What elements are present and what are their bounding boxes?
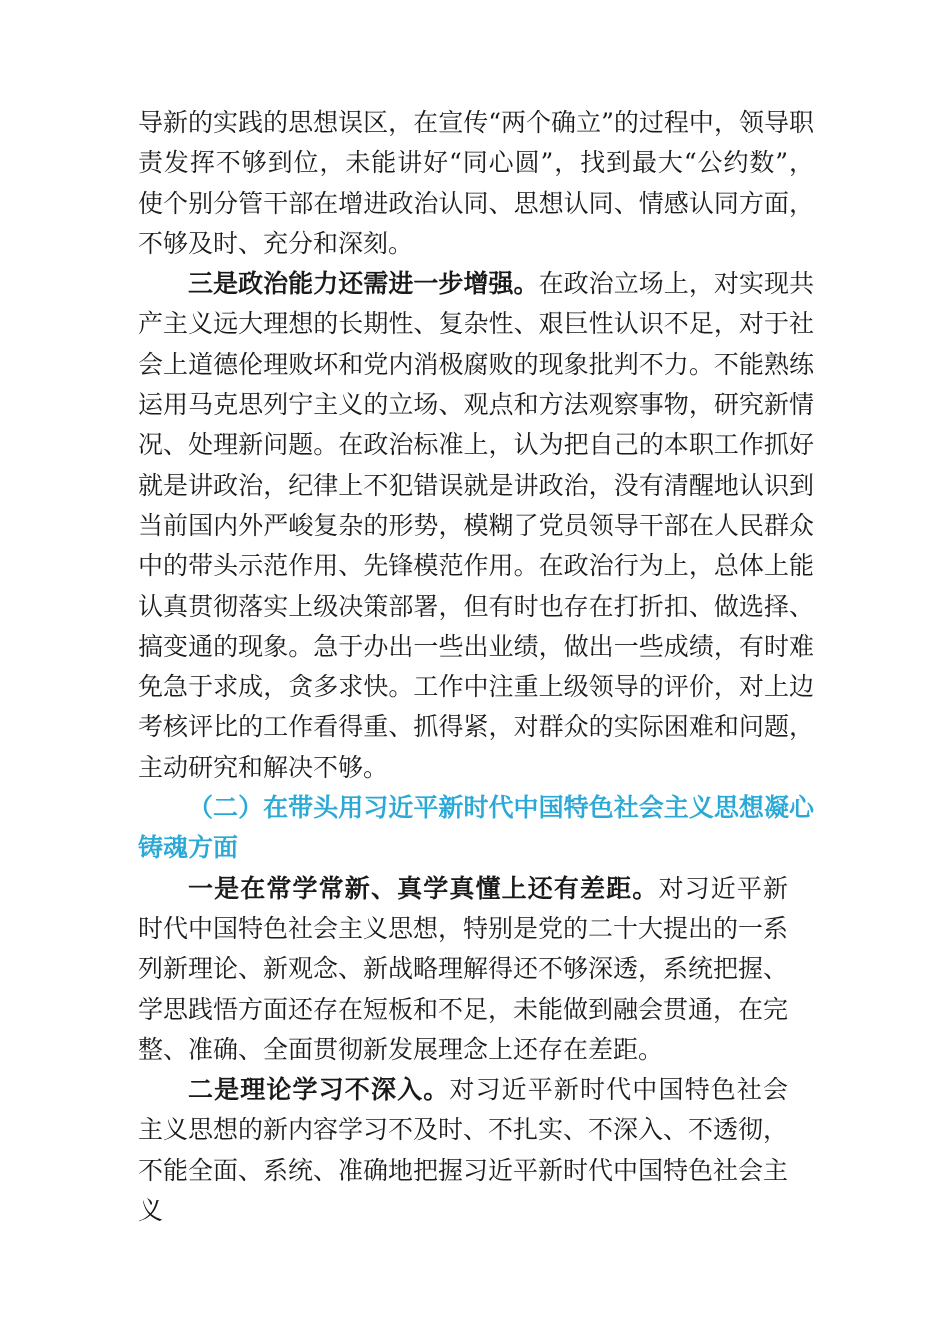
paragraph-political-ability <box>138 264 814 788</box>
paragraph-lead: 一是在常学常新、真学真懂上还有差距。 <box>188 873 659 903</box>
paragraph-study-gap <box>138 869 788 1070</box>
paragraph-body: 在政治立场上，对实现共产主义远大理想的长期性、复杂性、艰巨性认识不足，对于社会上道德伦理败坏和党内消极腐败的现象批判不力。不能熟练运用马克思列宁主义的立场、观点和方法观察事物，研究新情况、处理新问题。在政治标准上，认为把自己的本职工作抓好就是讲政治，纪律上不犯错误就是讲政治，没有清醒地认识到当前国内外严峻复杂的形势，模糊了党员领导干部在人民群众中的带头示范作用、先锋模范作用。在政治行为上，总体上能认真贯彻落实上级决策部署，但有时也存在打折扣、做选择、搞变通的现象。急于办出一些出业绩，做出一些成绩，有时难免急于求成，贪多求快。工作中注重上级领导的评价，对上边考核评比的工作看得重、抓得紧，对群众的实际困难和问题，主动研究和解决不够。 <box>138 269 814 782</box>
paragraph-lead: 二是理论学习不深入。 <box>188 1075 450 1105</box>
paragraph-body: 对习近平新时代中国特色社会主义思想，特别是党的二十大提出的一系列新理论、新观念、新战略理解得还不够深透，系统把握、学思践悟方面还存在短板和不足，未能做到融会贯通，在完整、准确、全面贯彻新发展理念上还存在差距。 <box>138 873 789 1064</box>
document-page <box>138 103 814 1231</box>
paragraph-lead: 三是政治能力还需进一步增强。 <box>188 269 539 299</box>
paragraph-theory-study <box>138 1070 788 1231</box>
paragraph-body: 对习近平新时代中国特色社会主义思想的新内容学习不及时、不扎实、不深入、不透彻，不能全面、系统、准确地把握习近平新时代中国特色社会主义 <box>138 1075 789 1226</box>
section-heading: （二）在带头用习近平新时代中国特色社会主义思想凝心铸魂方面 <box>138 793 814 863</box>
paragraph-continuation: 导新的实践的思想误区，在宣传“两个确立”的过程中，领导职责发挥不够到位，未能讲好“同心圆”，找到最大“公约数”，使个别分管干部在增进政治认同、思想认同、情感认同方面，不够及时、充分和深刻。 <box>138 108 814 258</box>
